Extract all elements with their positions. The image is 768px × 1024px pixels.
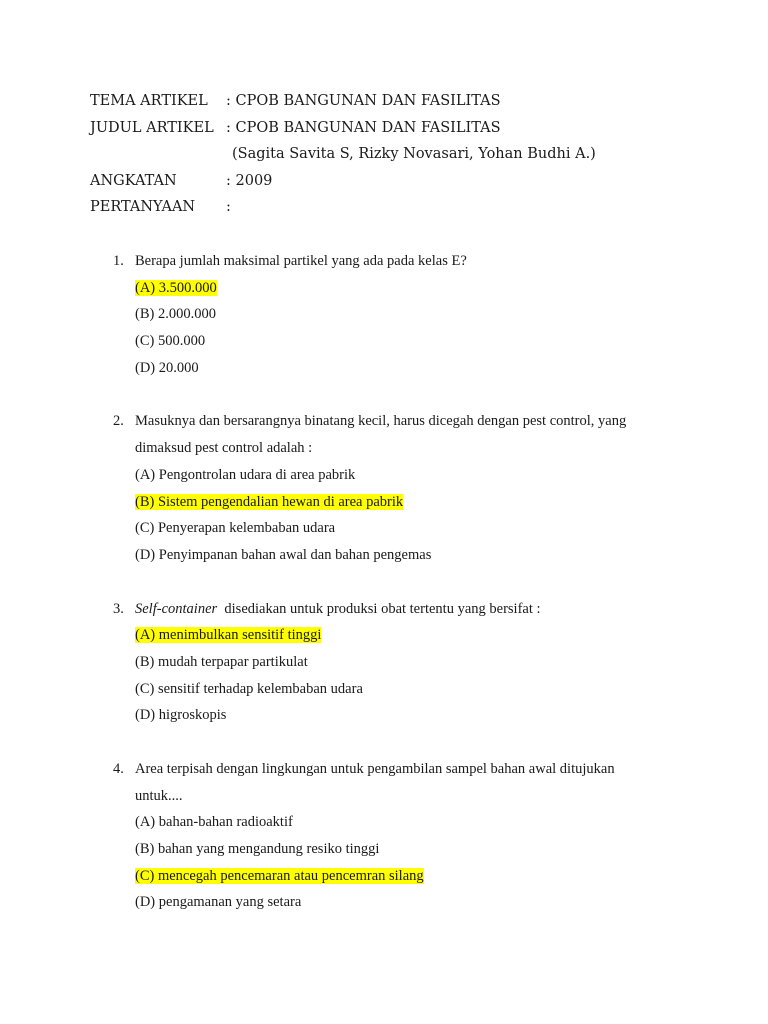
answer-option: (A) bahan-bahan radioaktif <box>135 814 293 831</box>
answer-option: (C) sensitif terhadap kelembaban udara <box>135 680 363 697</box>
question-text-continued: untuk.... <box>135 787 183 804</box>
question-number: 2. <box>113 413 124 430</box>
answer-option: (A) Pengontrolan udara di area pabrik <box>135 466 356 483</box>
question-text-continued: dimaksud pest control adalah : <box>135 440 313 457</box>
answer-option: (D) pengamanan yang setara <box>135 894 302 911</box>
question-number: 3. <box>113 600 124 617</box>
header-label: JUDUL ARTIKEL <box>90 119 214 136</box>
answer-option: (B) 2.000.000 <box>135 306 216 323</box>
question-list <box>113 248 673 943</box>
answer-option: (D) Penyimpanan bahan awal dan bahan pengemas <box>135 546 432 563</box>
header-authors: (Sagita Savita S, Rizky Novasari, Yohan Budhi A.) <box>232 146 596 163</box>
header-value: : CPOB BANGUNAN DAN FASILITAS <box>226 119 501 136</box>
question-3 <box>113 596 673 729</box>
question-text: Masuknya dan bersarangnya binatang kecil, harus dicegah dengan pest control, yang <box>135 413 627 430</box>
header-value: : 2009 <box>226 172 273 189</box>
question-number: 1. <box>113 253 124 269</box>
question-text: Area terpisah dengan lingkungan untuk pengambilan sampel bahan awal ditujukan <box>135 761 615 777</box>
answer-option-highlighted: (A) menimbulkan sensitif tinggi <box>135 627 322 644</box>
header-label: TEMA ARTIKEL <box>90 93 208 109</box>
question-number: 4. <box>113 761 124 777</box>
answer-option-highlighted: (B) Sistem pengendalian hewan di area pabrik <box>135 493 404 510</box>
question-text <box>135 596 541 623</box>
header-value: : CPOB BANGUNAN DAN FASILITAS <box>226 93 501 109</box>
question-1 <box>113 248 673 381</box>
answer-option: (B) mudah terpapar partikulat <box>135 653 308 670</box>
question-text: Berapa jumlah maksimal partikel yang ada pada kelas E? <box>135 253 467 269</box>
answer-option-highlighted: (A) 3.500.000 <box>135 279 217 296</box>
header-value: : <box>226 199 231 216</box>
answer-option-highlighted: (C) mencegah pencemaran atau pencemran silang <box>135 867 424 884</box>
answer-option: (C) 500.000 <box>135 333 206 350</box>
answer-option: (D) 20.000 <box>135 359 199 376</box>
question-text-rest: disediakan untuk produksi obat tertentu yang bersifat : <box>217 600 541 617</box>
header-label: ANGKATAN <box>90 172 177 189</box>
answer-option: (D) higroskopis <box>135 707 227 724</box>
italic-term: Self-container <box>135 600 218 617</box>
answer-option: (C) Penyerapan kelembaban udara <box>135 520 336 537</box>
answer-option: (B) bahan yang mengandung resiko tinggi <box>135 841 380 858</box>
question-2 <box>113 408 673 568</box>
question-4 <box>113 756 673 916</box>
header-label: PERTANYAAN <box>90 199 196 216</box>
